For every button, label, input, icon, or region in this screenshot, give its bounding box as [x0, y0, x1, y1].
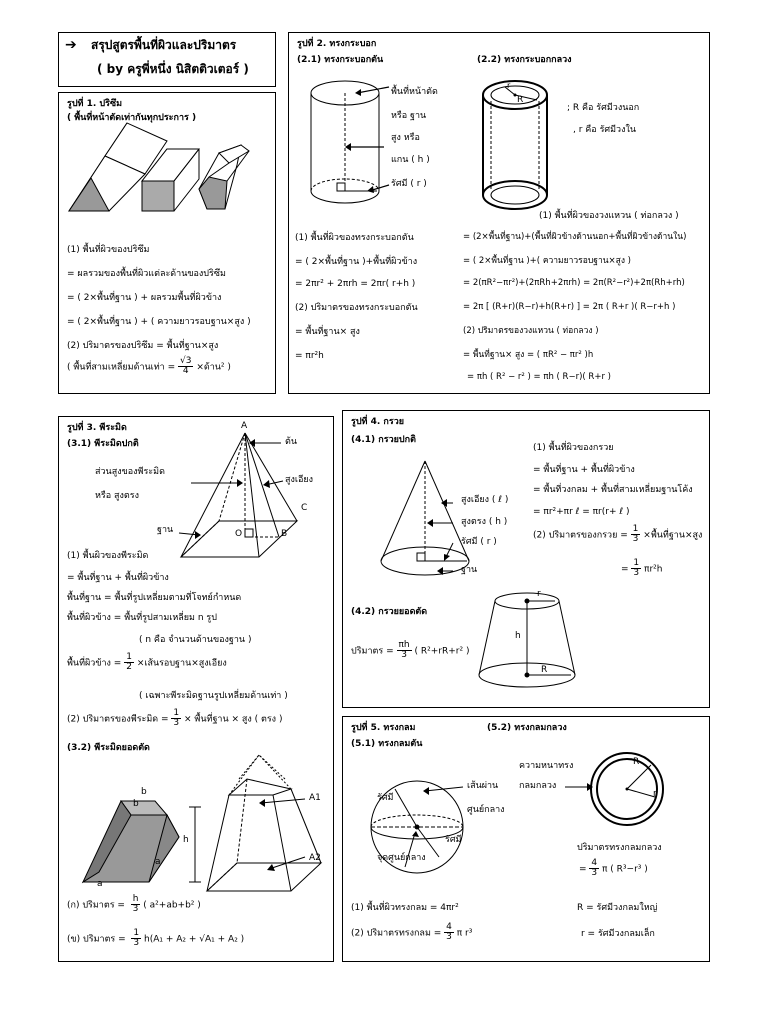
- prism-line: (2) ปริมาตรของปริซึม = พื้นที่ฐาน×สูง: [67, 341, 219, 351]
- cyl-right-line: = (2×พื้นที่ฐาน)+(พื้นที่ผิวข้างด้านนอก+พื้นที่ผิวข้างด้านใน): [463, 232, 687, 242]
- prism-figure: [59, 93, 277, 213]
- truncated-cone-volume: ปริมาตร = $\frac{\pi h}{3}$ ( R²+rR+r² ): [351, 640, 470, 661]
- cone-sub2: (4.2) กรวยยอดตัด: [351, 607, 428, 617]
- pyramid-label-height2: หรือ สูงตรง: [95, 491, 139, 501]
- hollow-note-r: , r คือ รัศมีวงใน: [573, 125, 637, 135]
- ring-area-title: (1) พื้นที่ผิวของวงแหวน ( ท่อกลวง ): [539, 211, 679, 221]
- truncated-cone-label-h: h: [515, 631, 521, 641]
- frustum-label-a: a: [155, 857, 161, 867]
- pyramid-label-A: A: [241, 421, 248, 431]
- frustum-volume-a: (ก) ปริมาตร = $\frac{h}{3}$ ( a²+ab+b² ): [67, 894, 201, 915]
- pyramid-line: = พื้นที่ฐาน + พื้นที่ผิวข้าง: [67, 573, 169, 583]
- cone-label-height: สูงตรง ( h ): [461, 517, 508, 527]
- cone-volume-formula-2: = $\frac{1}{3}$ πr²h: [621, 558, 663, 579]
- sphere-label-center: จุดศูนย์กลาง: [377, 853, 426, 863]
- cylinder-sub-solid: (2.1) ทรงกระบอกตัน: [297, 55, 384, 65]
- sphere-volume-formula: (2) ปริมาตรทรงกลม = $\frac{4}{3}$ π r³: [351, 922, 473, 943]
- header-box: [58, 32, 276, 87]
- sphere-area-formula: (1) พื้นที่ผิวทรงกลม = 4πr²: [351, 903, 459, 913]
- pyramid-lateral-note: ( เฉพาะพีระมิดฐานรูปเหลี่ยมด้านเท่า ): [139, 691, 288, 701]
- sphere-sub-hollow: (5.2) ทรงกลมกลวง: [487, 723, 567, 733]
- frustum-label-A2: A2: [309, 853, 321, 863]
- hollow-sphere-volume-title: ปริมาตรทรงกลมกลวง: [577, 843, 662, 853]
- frustum-label-A1: A1: [309, 793, 321, 803]
- sphere-title: รูปที่ 5. ทรงกลม: [351, 723, 416, 733]
- cone-line: = พื้นที่วงกลม + พื้นที่สามเหลี่ยมฐานโค้ง: [533, 485, 693, 495]
- pyramid-label-base: ฐาน: [157, 525, 174, 535]
- frustum-label-a2: a: [97, 879, 103, 889]
- pyramid-label-O: O: [235, 529, 243, 539]
- sphere-label-radius1: รัศมี: [377, 793, 394, 803]
- pyramid-lateral-formula: พื้นที่ผิวข้าง = $\frac{1}{2}$ ×เส้นรอบฐาน×สูงเอียง: [67, 652, 227, 673]
- hollow-sphere-thickness1: ความหนาทรง: [519, 761, 574, 771]
- cyl-right-line: = πh ( R² − r² ) = πh ( R−r)( R+r ): [467, 372, 611, 382]
- cyl-label-radius: รัศมี ( r ): [391, 179, 427, 189]
- cone-sub1: (4.1) กรวยปกติ: [351, 435, 416, 445]
- sphere-label-diameter1: เส้นผ่าน: [467, 781, 499, 791]
- pyramid-label-C: C: [301, 503, 308, 513]
- cone-line: = πr²+πr ℓ = πr(r+ ℓ ): [533, 507, 630, 517]
- hollow-sphere-volume-formula: = $\frac{4}{3}$ π ( R³−r³ ): [579, 858, 648, 879]
- header-author: ( by ครูพี่หนึ่ง นิสิตติวเตอร์ ): [97, 62, 249, 76]
- cyl-right-line: = 2(πR²−πr²)+(2πRh+2πrh) = 2π(R²−r²)+2π(Rh+rh): [463, 278, 685, 288]
- cylinder-figures: [289, 33, 711, 233]
- frustum-volume-b: (ข) ปริมาตร = $\frac{1}{3}$ h(A₁ + A₂ + √A₁ + A₂ ): [67, 928, 245, 949]
- pyramid-line: พื้นที่ฐาน = พื้นที่รูปเหลี่ยมตามที่โจทย์กำหนด: [67, 593, 242, 603]
- prism-title: รูปที่ 1. ปริซึม: [67, 99, 123, 109]
- hollow-label-r-small: r: [507, 81, 511, 90]
- prism-line: (1) พื้นที่ผิวของปริซึม: [67, 245, 150, 255]
- cyl-left-line: = 2πr² + 2πrh = 2πr( r+h ): [295, 279, 416, 289]
- pyramid-volume-formula: (2) ปริมาตรของพีระมิด = $\frac{1}{3}$ × พื้นที่ฐาน × สูง ( ตรง ): [67, 708, 283, 729]
- cylinder-sub-hollow: (2.2) ทรงกระบอกกลวง: [477, 55, 572, 65]
- pyramid-line: ( n คือ จำนวนด้านของฐาน ): [139, 635, 252, 645]
- sphere-label-radius2: รัศมี: [445, 835, 462, 845]
- cone-section: [342, 410, 710, 708]
- truncated-cone-label-r: r: [537, 589, 541, 599]
- pyramid-label-height1: ส่วนสูงของพีระมิด: [95, 467, 165, 477]
- hollow-sphere-label-r: r: [653, 789, 657, 799]
- cylinder-title: รูปที่ 2. ทรงกระบอก: [297, 39, 377, 49]
- arrow-icon: ➔: [65, 37, 77, 53]
- sphere-note-r: r = รัศมีวงกลมเล็ก: [581, 929, 655, 939]
- sphere-sub1: (5.1) ทรงกลมตัน: [351, 739, 423, 749]
- cyl-right-line: = ( 2×พื้นที่ฐาน )+( ความยาวรอบฐาน×สูง ): [463, 256, 631, 266]
- cyl-left-line: = ( 2×พื้นที่ฐาน )+พื้นที่ผิวข้าง: [295, 257, 418, 267]
- pyramid-label-slant: สูงเอียง: [285, 475, 314, 485]
- prism-line: = ( 2×พื้นที่ฐาน ) + ผลรวมพื้นที่ผิวข้าง: [67, 293, 222, 303]
- prism-section: [58, 92, 276, 394]
- pyramid-section: [58, 416, 334, 962]
- pyramid-line: พื้นที่ผิวข้าง = พื้นที่รูปสามเหลี่ยม n รูป: [67, 613, 217, 623]
- hollow-sphere-thickness2: กลมกลวง: [519, 781, 557, 791]
- prism-triangle-formula: ( พื้นที่สามเหลี่ยมด้านเท่า = $\frac{√3}{4}$ ×ด้าน² ): [67, 356, 231, 377]
- cone-label-radius: รัศมี ( r ): [461, 537, 497, 547]
- cyl-left-line: = พื้นที่ฐาน× สูง: [295, 327, 360, 337]
- pyramid-line: (1) พื้นผิวของพีระมิด: [67, 551, 149, 561]
- cylinder-section: [288, 32, 710, 394]
- prism-line: = ผลรวมของพื้นที่ผิวแต่ละด้านของปริซึม: [67, 269, 226, 279]
- pyramid-label-B: B: [281, 529, 288, 539]
- hollow-sphere-label-R: R: [633, 757, 640, 767]
- pyramid-sub2: (3.2) พีระมิดยอดตัด: [67, 743, 150, 753]
- cyl-label-height2: แกน ( h ): [391, 155, 430, 165]
- cyl-left-line: (1) พื้นที่ผิวของทรงกระบอกตัน: [295, 233, 414, 243]
- cyl-left-line: (2) ปริมาตรของทรงกระบอกตัน: [295, 303, 418, 313]
- sphere-section: [342, 716, 710, 962]
- cyl-label-area1: พื้นที่หน้าตัด: [391, 87, 438, 97]
- frustum-label-h: h: [183, 835, 189, 845]
- cone-label-base: ฐาน: [461, 565, 478, 575]
- pyramid-label-apex: ต้น: [285, 437, 297, 447]
- cyl-right-line: (2) ปริมาตรของวงแหวน ( ท่อกลวง ): [463, 326, 599, 336]
- cyl-right-line: = พื้นที่ฐาน× สูง = ( πR² − πr² )h: [463, 350, 594, 360]
- sphere-label-diameter2: ศูนย์กลาง: [467, 805, 505, 815]
- truncated-cone-label-R: R: [541, 665, 548, 675]
- cone-title: รูปที่ 4. กรวย: [351, 417, 405, 427]
- prism-line: = ( 2×พื้นที่ฐาน ) + ( ความยาวรอบฐาน×สูง ): [67, 317, 251, 327]
- frustum-label-b: b: [141, 787, 147, 797]
- cone-volume-formula: (2) ปริมาตรของกรวย = $\frac{1}{3}$ ×พื้นที่ฐาน×สูง: [533, 524, 703, 545]
- frustum-label-b2: b: [133, 799, 139, 809]
- pyramid-sub1: (3.1) พีระมิดปกติ: [67, 439, 139, 449]
- header-title: สรุปสูตรพื้นที่ผิวและปริมาตร: [91, 38, 237, 52]
- pyramid-title: รูปที่ 3. พีระมิด: [67, 423, 127, 433]
- sphere-note-R: R = รัศมีวงกลมใหญ่: [577, 903, 658, 913]
- hollow-note-R: ; R คือ รัศมีวงนอก: [567, 103, 640, 113]
- cone-line: (1) พื้นที่ผิวของกรวย: [533, 443, 614, 453]
- cyl-label-area2: หรือ ฐาน: [391, 111, 427, 121]
- cyl-label-height1: สูง หรือ: [391, 133, 420, 143]
- cone-label-slant: สูงเอียง ( ℓ ): [461, 495, 509, 505]
- prism-subtitle: ( พื้นที่หน้าตัดเท่ากันทุกประการ ): [67, 113, 197, 123]
- hollow-label-R-big: R: [517, 95, 524, 105]
- cyl-left-line: = πr²h: [295, 351, 324, 361]
- cyl-right-line: = 2π [ (R+r)(R−r)+h(R+r) ] = 2π ( R+r )( R−r+h ): [463, 302, 676, 312]
- cone-line: = พื้นที่ฐาน + พื้นที่ผิวข้าง: [533, 465, 635, 475]
